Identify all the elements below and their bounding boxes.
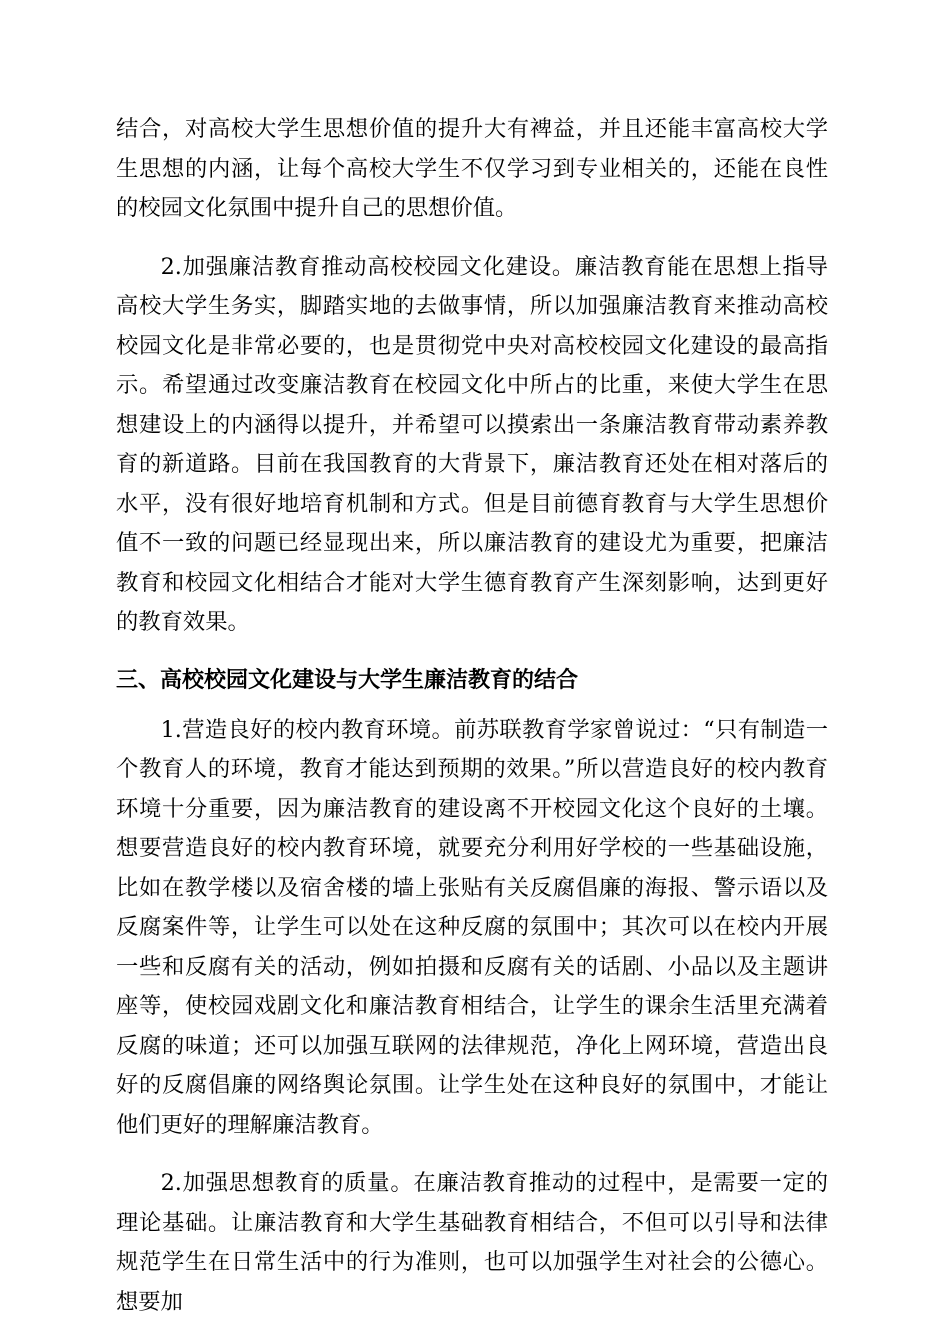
paragraph-campus-culture: 2.加强廉洁教育推动高校校园文化建设。廉洁教育能在思想上指导高校大学生务实，脚踏实地的去做事情，所以加强廉洁教育来推动高校校园文化是非常必要的，也是贯彻党中央对高校校园文化建设的最高指示。希望通过改变廉洁教育在校园文化中所占的比重，来使大学生在思想建设上的内涵得以提升，并希望可以摸索出一条廉洁教育带动素养教育的新道路。目前在我国教育的大背景下，廉洁教育还处在相对落后的水平，没有很好地培育机制和方式。但是目前德育教育与大学生思想价值不一致的问题已经显现出来，所以廉洁教育的建设尤为重要，把廉洁教育和校园文化相结合才能对大学生德育教育产生深刻影响，达到更好的教育效果。 [116, 253, 828, 635]
document-body [116, 110, 828, 1322]
paragraph-school-environment: 1.营造良好的校内教育环境。前苏联教育学家曾说过：“只有制造一个教育人的环境，教育才能达到预期的效果。”所以营造良好的校内教育环境十分重要，因为廉洁教育的建设离不开校园文化这个良好的土壤。想要营造良好的校内教育环境，就要充分利用好学校的一些基础设施，比如在教学楼以及宿舍楼的墙上张贴有关反腐倡廉的海报、警示语以及反腐案件等，让学生可以处在这种反腐的氛围中；其次可以在校内开展一些和反腐有关的活动，例如拍摄和反腐有关的话剧、小品以及主题讲座等，使校园戏剧文化和廉洁教育相结合，让学生的课余生活里充满着反腐的味道；还可以加强互联网的法律规范，净化上网环境，营造出良好的反腐倡廉的网络舆论氛围。让学生处在这种良好的氛围中，才能让他们更好的理解廉洁教育。 [116, 716, 828, 1138]
paragraph-continuation: 结合，对高校大学生思想价值的提升大有裨益，并且还能丰富高校大学生思想的内涵，让每个高校大学生不仅学习到专业相关的，还能在良性的校园文化氛围中提升自己的思想价值。 [116, 116, 828, 221]
section-heading: 三、高校校园文化建设与大学生廉洁教育的结合 [116, 667, 579, 693]
paragraph-ideological-education: 2.加强思想教育的质量。在廉洁教育推动的过程中，是需要一定的理论基础。让廉洁教育和大学生基础教育相结合，不但可以引导和法律规范学生在日常生活中的行为准则，也可以加强学生对社会的公德心。想要加 [116, 1170, 828, 1315]
